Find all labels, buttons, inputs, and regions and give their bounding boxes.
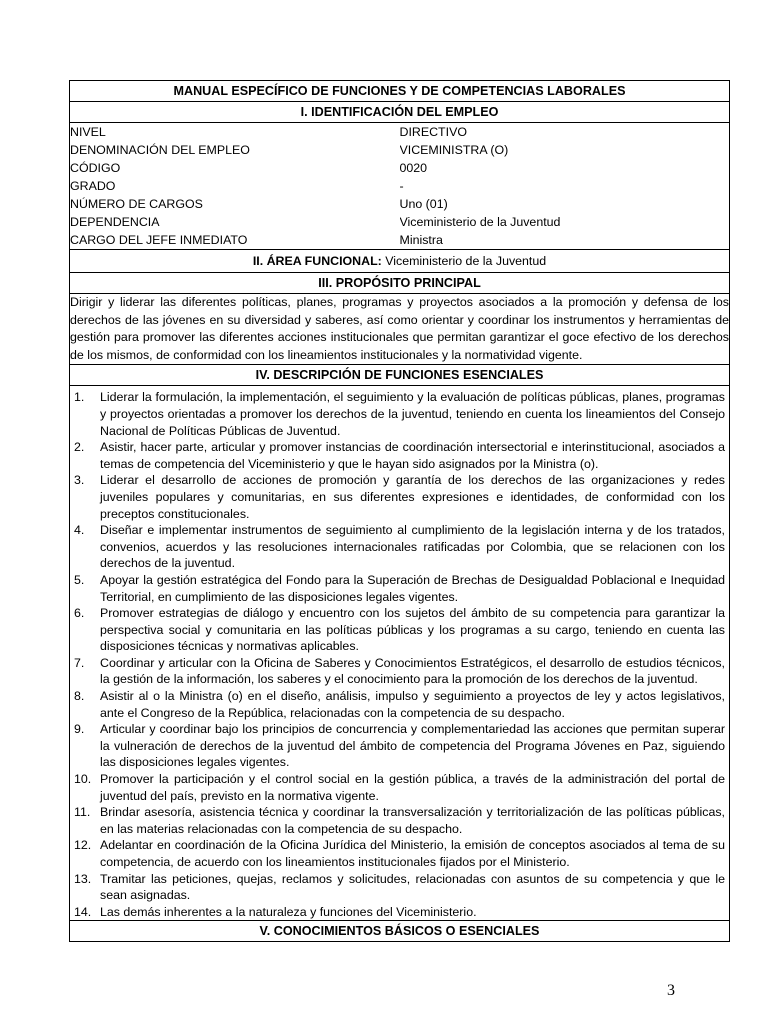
section-purpose-heading: III. PROPÓSITO PRINCIPAL bbox=[70, 273, 729, 294]
function-text: Asistir al o la Ministra (o) en el diseño, análisis, impulso y seguimiento a proyectos de ley y actos legislativos, ante el Congreso de la República, relacionadas con la competencia de su despacho. bbox=[100, 689, 725, 720]
function-item bbox=[74, 472, 725, 522]
section-knowledge-heading: V. CONOCIMIENTOS BÁSICOS O ESENCIALES bbox=[259, 924, 540, 939]
function-item bbox=[74, 771, 725, 804]
function-text: Tramitar las peticiones, quejas, reclamos y solicitudes, relacionadas con asuntos de su competencia y que le sean asignadas. bbox=[100, 871, 725, 903]
function-text: Asistir, hacer parte, articular y promover instancias de coordinación intersectorial e interinstitucional, asociados a temas de competencia del Viceministerio y que le hayan sido asignados por la Ministra (o). bbox=[100, 440, 725, 471]
function-item bbox=[74, 572, 725, 605]
function-item bbox=[74, 605, 725, 655]
functional-area-heading: II. ÁREA FUNCIONAL: bbox=[252, 254, 382, 268]
function-number: 1. bbox=[74, 390, 85, 405]
function-number: 8. bbox=[74, 689, 85, 704]
function-item bbox=[74, 389, 725, 439]
function-item bbox=[74, 655, 725, 688]
value-nivel: DIRECTIVO bbox=[399, 125, 467, 139]
function-item bbox=[74, 721, 725, 771]
value-dependencia: Viceministerio de la Juventud bbox=[399, 215, 561, 229]
functions-manual-table bbox=[69, 80, 730, 942]
document-title: MANUAL ESPECÍFICO DE FUNCIONES Y DE COMPETENCIAS LABORALES bbox=[70, 81, 729, 102]
function-number: 12. bbox=[74, 838, 92, 853]
function-item bbox=[74, 837, 725, 870]
function-number: 2. bbox=[74, 440, 85, 455]
function-item bbox=[74, 522, 725, 572]
identification-values bbox=[400, 123, 730, 249]
function-item bbox=[74, 804, 725, 837]
function-text: Diseñar e implementar instrumentos de seguimiento al cumplimiento de la legislación interna y de los tratados, convenios, acuerdos y las resoluciones internacionales ratificadas por Colombia, que se relacionen con los derechos de la juventud. bbox=[100, 523, 725, 571]
function-number: 3. bbox=[74, 473, 85, 488]
function-number: 14. bbox=[74, 904, 92, 919]
function-number: 6. bbox=[74, 606, 85, 621]
function-text: Liderar la formulación, la implementación, el seguimiento y la evaluación de políticas públicas, planes, programas y proyectos orientadas a promover los derechos de la juventud, teniendo en cuenta los lineamientos del Consejo Nacional de Políticas Públicas de Juventud. bbox=[100, 390, 725, 438]
function-number: 7. bbox=[74, 655, 85, 670]
label-denominacion: DENOMINACIÓN DEL EMPLEO bbox=[70, 143, 250, 157]
function-text: Liderar el desarrollo de acciones de promoción y garantía de los derechos de las organizaciones y redes juveniles populares y comunitarias, en sus diferentes expresiones e identidades, de conformidad con los preceptos constitucionales. bbox=[100, 473, 725, 521]
identification-grid bbox=[70, 123, 729, 250]
page-number: 3 bbox=[667, 982, 675, 999]
section-functions-heading: IV. DESCRIPCIÓN DE FUNCIONES ESENCIALES bbox=[70, 365, 729, 386]
value-codigo: 0020 bbox=[399, 161, 428, 175]
function-number: 13. bbox=[74, 871, 92, 886]
function-number: 11. bbox=[74, 805, 91, 820]
function-item bbox=[74, 871, 725, 904]
function-text: Promover la participación y el control social en la gestión pública, a través de la administración del portal de juventud del país, previsto en la normativa vigente. bbox=[100, 772, 725, 803]
purpose-text: Dirigir y liderar las diferentes políticas, planes, programas y proyectos asociados a la promoción y defensa de los derechos de las jóvenes en su diversidad y saberes, así como orientar y coordinar los instrumentos y herramientas de gestión para promover las diferentes acciones institucionales que permitan garantizar el goce efectivo de los derechos de los mismos, de conformidad con los lineamientos institucionales y la normatividad vigente. bbox=[70, 294, 729, 365]
functional-area-value: Viceministerio de la Juventud bbox=[385, 254, 547, 268]
function-number: 5. bbox=[74, 572, 85, 587]
function-number: 10. bbox=[74, 772, 92, 787]
function-text: Las demás inherentes a la naturaleza y funciones del Viceministerio. bbox=[100, 904, 477, 919]
function-text: Brindar asesoría, asistencia técnica y coordinar la transversalización y territorialización de las políticas públicas, en las materias relacionadas con la competencia de su despacho. bbox=[100, 805, 725, 836]
label-numero-cargos: NÚMERO DE CARGOS bbox=[70, 197, 203, 211]
value-numero-cargos: Uno (01) bbox=[399, 197, 448, 211]
section-identification-heading: I. IDENTIFICACIÓN DEL EMPLEO bbox=[70, 102, 729, 123]
function-item bbox=[74, 439, 725, 472]
value-cargo-jefe: Ministra bbox=[399, 233, 443, 247]
label-dependencia: DEPENDENCIA bbox=[70, 215, 160, 229]
functions-cell bbox=[70, 386, 729, 921]
identification-labels bbox=[70, 123, 400, 249]
functions-list bbox=[70, 386, 729, 920]
functional-area-row bbox=[70, 250, 729, 273]
function-item bbox=[74, 688, 725, 721]
value-grado: - bbox=[399, 179, 404, 193]
function-text: Articular y coordinar bajo los principios de concurrencia y complementariedad las acciones que permitan superar la vulneración de derechos de la juventud del ámbito de competencia del Programa Jóvenes en Paz, siguiendo las disposiciones legales vigentes. bbox=[100, 722, 725, 770]
function-text: Apoyar la gestión estratégica del Fondo para la Superación de Brechas de Desigualdad Poblacional e Inequidad Territorial, en cumplimiento de las disposiciones legales vigentes. bbox=[100, 572, 725, 604]
value-denominacion: VICEMINISTRA (O) bbox=[399, 143, 509, 157]
label-codigo: CÓDIGO bbox=[70, 161, 121, 175]
label-grado: GRADO bbox=[70, 179, 116, 193]
function-number: 4. bbox=[74, 523, 85, 538]
function-text: Adelantar en coordinación de la Oficina Jurídica del Ministerio, la emisión de conceptos asociados al tema de su competencia, de acuerdo con los lineamientos institucionales fijados por el Ministerio. bbox=[100, 838, 725, 869]
label-cargo-jefe: CARGO DEL JEFE INMEDIATO bbox=[70, 233, 248, 247]
label-nivel: NIVEL bbox=[70, 125, 106, 139]
function-number: 9. bbox=[74, 722, 85, 737]
function-text: Promover estrategias de diálogo y encuentro con los sujetos del ámbito de su competencia para garantizar la perspectiva social y comunitaria en las políticas públicas y los programas a su cargo, teniendo en cuenta las disposiciones técnicas y normativas aplicables. bbox=[100, 606, 725, 654]
function-text: Coordinar y articular con la Oficina de Saberes y Conocimientos Estratégicos, el desarrollo de estudios técnicos, la gestión de la información, los saberes y el conocimiento para la promoción de los derechos de la juventud. bbox=[100, 655, 725, 687]
function-item bbox=[74, 904, 725, 921]
